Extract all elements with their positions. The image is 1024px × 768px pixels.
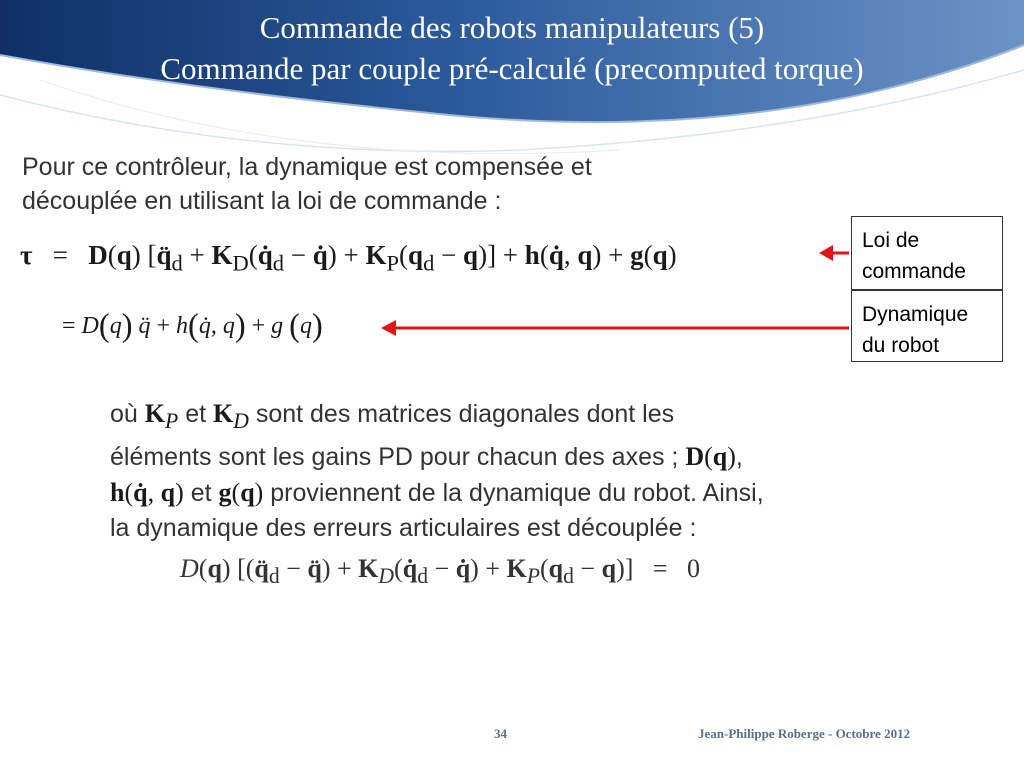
- math-h: h(q̇, q): [110, 478, 184, 508]
- robot-dynamics-equation: = D(q) q̈ + h(q̇, q) + g (q): [62, 308, 323, 344]
- annotation-control-law-line1: Loi de: [862, 229, 920, 252]
- paragraph-line3: [110, 475, 910, 511]
- annotation-robot-dynamics-line1: Dynamique: [862, 303, 969, 326]
- footer-author-date: Jean-Philippe Roberge - Octobre 2012: [698, 726, 911, 741]
- word-ou: où: [110, 400, 138, 428]
- paragraph-line2: [110, 439, 910, 475]
- slide-title-line1: Commande des robots manipulateurs (5): [259, 10, 765, 45]
- paragraph-line2-text: éléments sont les gains PD pour chacun des axes ;: [110, 443, 679, 472]
- math-kp: $K_P$: [144, 399, 179, 434]
- annotation-control-law: [851, 216, 1003, 290]
- explanation-paragraph: [110, 396, 910, 546]
- arrow-robot-dynamics: [381, 320, 849, 336]
- annotation-control-law-line2: commande: [862, 260, 966, 283]
- comma: ,: [735, 443, 743, 472]
- intro-line1: Pour ce contrôleur, la dynamique est compensée et: [22, 153, 592, 181]
- annotation-robot-dynamics: [851, 290, 1003, 362]
- page-number: 34: [494, 726, 507, 741]
- paragraph-line1: [110, 396, 910, 439]
- error-dynamics-equation: D(q) [($q̈_d$ − q̈) + $K_D(q̇_d$ − q̇) + $K_P(q_d - q)] = 0$: [180, 554, 701, 589]
- arrow-control-law: [819, 245, 849, 261]
- word-et1: et: [185, 400, 207, 428]
- intro-line2: découplée en utilisant la loi de commande :: [22, 187, 502, 215]
- paragraph-line4: la dynamique des erreurs articulaires est découplée :: [110, 514, 697, 543]
- annotation-robot-dynamics-line2: du robot: [862, 334, 940, 357]
- paragraph-line1-rest: sont des matrices diagonales dont les: [255, 400, 675, 428]
- math-g: g(q): [218, 478, 264, 508]
- math-dq: D(q): [685, 442, 736, 472]
- slide-title-line2: Commande par couple pré-calculé (precomputed torque): [160, 51, 864, 86]
- word-et2: et: [190, 479, 212, 508]
- math-kd: $K_D$: [213, 399, 249, 434]
- control-law-equation: τ = D(q) [$q̈_d$ + $K_D(q̇_d$ − q̇) + $K_P(q_d - q)$] + h(q̇, q) + g(q): [20, 240, 677, 276]
- intro-text: [22, 150, 802, 218]
- paragraph-line3-rest: proviennent de la dynamique du robot. Ainsi,: [270, 479, 764, 508]
